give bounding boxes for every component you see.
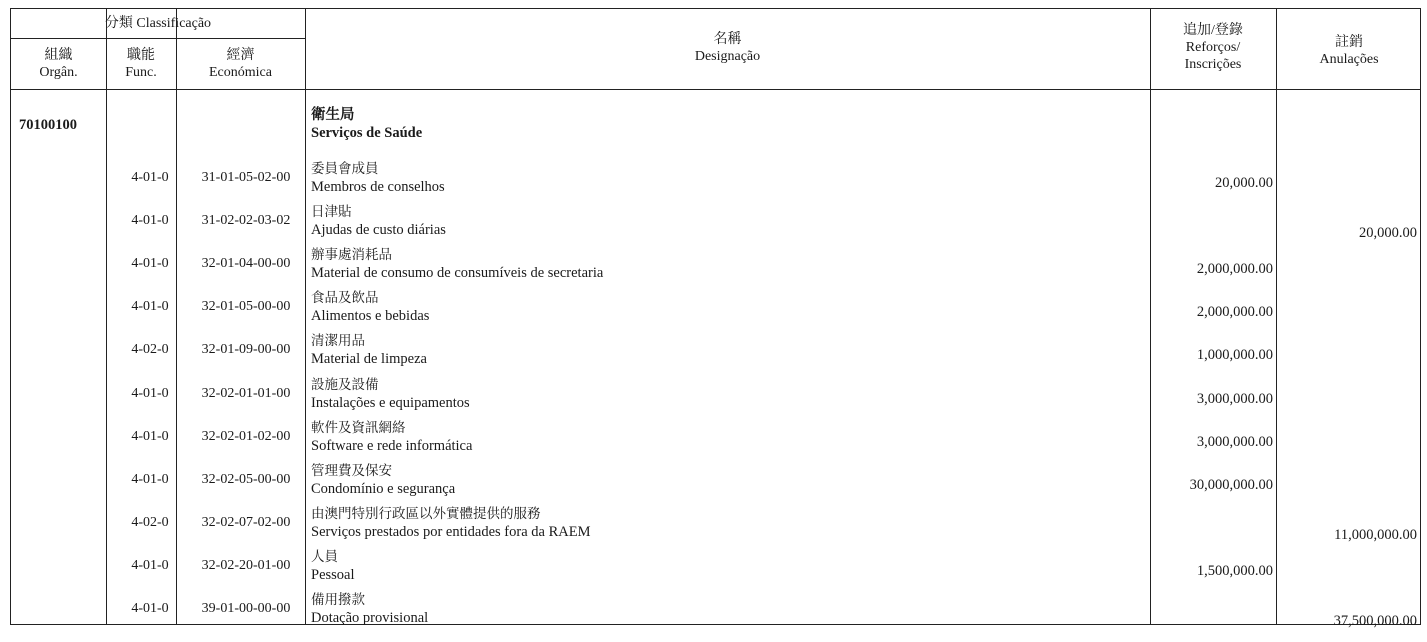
designation: [311, 203, 1151, 239]
func-code: 4-02-0: [131, 342, 169, 358]
annulments-header-pt: Anulações: [1319, 52, 1379, 67]
organ-code: 70100100: [19, 117, 77, 133]
organ-header-pt: Orgân.: [39, 65, 78, 80]
column-divider: [305, 9, 306, 624]
reinforcement-amount: 1,500,000.00: [1196, 562, 1273, 579]
reinforcement-amount: 2,000,000.00: [1196, 261, 1273, 278]
entity-name-pt: Serviços de Saúde: [311, 125, 423, 141]
economic-code: 32-01-09-00-00: [201, 342, 291, 358]
func-code: 4-02-0: [131, 514, 169, 530]
annulment-amount: 11,000,000.00: [1334, 526, 1417, 543]
designation-pt: Membros de conselhos: [311, 179, 445, 195]
organ-header: [11, 47, 106, 81]
economic-code: 32-02-01-02-00: [201, 428, 291, 444]
designation-pt: Ajudas de custo diárias: [311, 222, 446, 239]
designation-zh: 管理費及保安: [311, 462, 392, 479]
eco-header-pt: Económica: [209, 65, 272, 80]
entity-name-zh: 衛生局: [311, 107, 355, 123]
func-code: 4-01-0: [131, 471, 169, 487]
economic-code: 32-02-07-02-00: [201, 514, 291, 530]
designation: [311, 505, 1151, 541]
designation: [311, 419, 1151, 455]
designation: [311, 462, 1151, 498]
designation-pt: Dotação provisional: [311, 610, 429, 626]
designation: [311, 332, 1151, 368]
func-header-pt: Func.: [125, 65, 157, 80]
func-code: 4-01-0: [131, 385, 169, 401]
designation-pt: Serviços prestados por entidades fora da RAEM: [311, 523, 591, 540]
economic-code: 32-01-05-00-00: [201, 299, 291, 315]
designation-zh: 設施及設備: [311, 376, 379, 393]
func-code: 4-01-0: [131, 256, 169, 272]
reinforcements-header-zh: 追加/登錄: [1183, 23, 1243, 38]
designation-pt: Pessoal: [311, 566, 355, 583]
func-code: 4-01-0: [131, 601, 169, 616]
header-bottom-line: [11, 89, 1420, 90]
designation: [311, 289, 1151, 325]
reinforcement-amount: 3,000,000.00: [1196, 390, 1273, 407]
reinforcements-header: [1150, 22, 1276, 73]
reinforcement-amount: 3,000,000.00: [1196, 433, 1273, 450]
designation-pt: Instalações e equipamentos: [311, 394, 470, 411]
budget-table: [10, 8, 1421, 629]
economic-code: 32-01-04-00-00: [201, 256, 291, 272]
reinforcement-amount: 20,000.00: [1215, 175, 1273, 191]
designation-header-zh: 名稱: [713, 32, 742, 47]
designation-zh: 清潔用品: [311, 333, 365, 350]
economic-code: 32-02-05-00-00: [201, 471, 291, 487]
designation: [311, 160, 1151, 196]
designation: [311, 246, 1151, 282]
reinforcement-amount: 30,000,000.00: [1189, 476, 1273, 493]
designation: [311, 376, 1151, 412]
func-code: 4-01-0: [131, 213, 169, 229]
designation-pt: Material de consumo de consumíveis de secretaria: [311, 265, 604, 282]
annulment-amount: 37,500,000.00: [1333, 613, 1417, 629]
func-code: 4-01-0: [131, 557, 169, 573]
designation-zh: 食品及飲品: [311, 290, 379, 307]
reinforcement-amount: 2,000,000.00: [1196, 304, 1273, 321]
func-header-zh: 職能: [127, 48, 155, 63]
designation-pt: Condomínio e segurança: [311, 480, 456, 497]
designation: [311, 591, 1151, 627]
designation-pt: Material de limpeza: [311, 351, 427, 368]
column-divider: [176, 9, 177, 624]
designation-zh: 人員: [311, 548, 338, 565]
designation-zh: 委員會成員: [311, 161, 379, 177]
economic-code: 31-01-05-02-00: [201, 170, 291, 185]
annulments-header: [1276, 34, 1422, 68]
inscriptions-header-pt: Inscrições: [1184, 57, 1242, 72]
reinforcement-amount: 1,000,000.00: [1196, 347, 1273, 364]
entity-name: [311, 106, 1151, 142]
designation-pt: Software e rede informática: [311, 437, 473, 454]
header-divider: [11, 38, 305, 39]
designation-zh: 辦事處消耗品: [311, 247, 392, 264]
economic-code: 31-02-02-03-02: [201, 213, 291, 229]
annulments-header-zh: 註銷: [1335, 35, 1363, 50]
designation-zh: 日津貼: [311, 204, 352, 221]
designation-zh: 由澳門特別行政區以外實體提供的服務: [311, 505, 541, 522]
func-header: [106, 47, 176, 81]
economic-code: 39-01-00-00-00: [201, 601, 291, 616]
designation-header: [305, 31, 1150, 65]
reinforcements-header-pt: Reforços/: [1185, 40, 1241, 55]
economic-code: 32-02-01-01-00: [201, 385, 291, 401]
annulment-amount: 20,000.00: [1359, 225, 1417, 242]
func-code: 4-01-0: [131, 428, 169, 444]
designation-header-pt: Designação: [694, 49, 761, 64]
classification-header: 分類 Classificação: [104, 16, 212, 31]
designation: [311, 548, 1151, 584]
designation-zh: 軟件及資訊網絡: [311, 419, 406, 436]
func-code: 4-01-0: [131, 299, 169, 315]
func-code: 4-01-0: [131, 170, 169, 185]
designation-zh: 備用撥款: [311, 592, 365, 608]
designation-pt: Alimentos e bebidas: [311, 308, 430, 325]
economic-code: 32-02-20-01-00: [201, 557, 291, 573]
column-divider: [106, 9, 107, 624]
eco-header-zh: 經濟: [226, 48, 255, 63]
organ-header-zh: 組織: [44, 48, 73, 63]
eco-header: [176, 47, 305, 81]
